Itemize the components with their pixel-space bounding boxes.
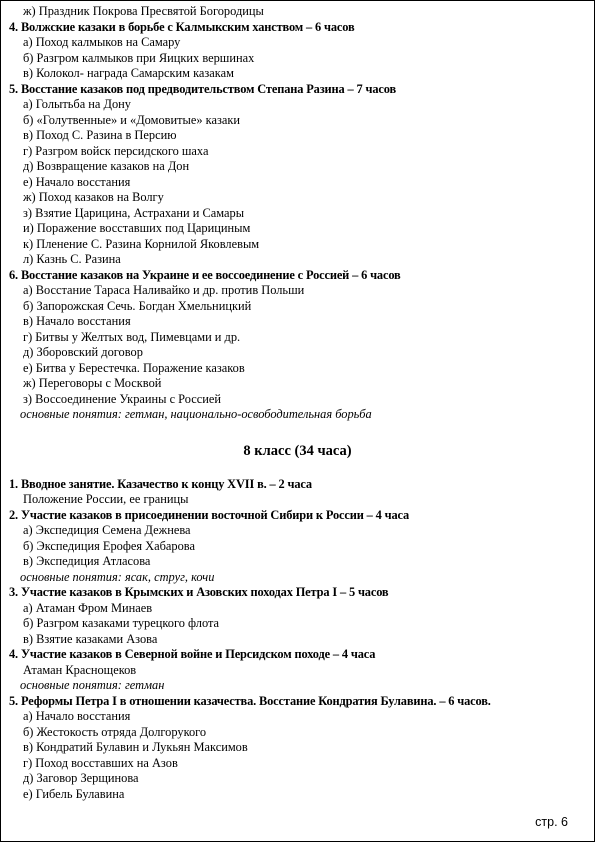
topic-heading: 3. Участие казаков в Крымских и Азовских походах Петра I – 5 часов	[9, 585, 389, 599]
topic-item: ж) Переговоры с Москвой	[23, 376, 162, 390]
topic-item: в) Экспедиция Атласова	[23, 554, 151, 568]
topic-item: а) Атаман Фром Минаев	[23, 600, 153, 615]
page-number: стр. 6	[535, 815, 568, 829]
topic-item: а) Восстание Тараса Наливайко и др. против Польши	[23, 283, 305, 297]
key-concepts: основные понятия: гетман	[20, 678, 165, 692]
topic-heading: 2. Участие казаков в присоединении восточной Сибири к России – 4 часа	[9, 507, 410, 522]
topic-heading: 1. Вводное занятие. Казачество к концу XVII в. – 2 часа	[9, 476, 312, 491]
topic-item: з) Взятие Царицина, Астрахани и Самары	[23, 205, 245, 220]
topic-item: в) Поход С. Разина в Персию	[23, 128, 177, 142]
topic-item: д) Заговор Зерщинова	[23, 771, 139, 785]
topic-heading: 4. Участие казаков в Северной войне и Персидском походе – 4 часа	[9, 647, 376, 661]
topic-item: б) Разгром казаками турецкого флота	[23, 616, 220, 630]
topic-item: Атаман Краснощеков	[23, 662, 137, 677]
document-body	[0, 4, 595, 802]
topic-item: в) Взятие казаками Азова	[23, 631, 158, 646]
topic-item: а) Экспедиция Семена Дежнева	[23, 523, 191, 537]
topic-item: е) Начало восстания	[23, 174, 131, 189]
topic-heading: 4. Волжские казаки в борьбе с Калмыкским ханством – 6 часов	[9, 19, 355, 34]
topic-heading: 5. Восстание казаков под предводительством Степана Разина – 7 часов	[9, 81, 396, 96]
topic-item: а) Начало восстания	[23, 709, 131, 723]
topic-item: г) Поход восставших на Азов	[23, 755, 178, 770]
topic-item: а) Голытьба на Дону	[23, 97, 132, 111]
topic-item: л) Казнь С. Разина	[23, 252, 121, 266]
topic-item: б) Экспедиция Ерофея Хабарова	[23, 538, 195, 553]
topic-item: б) Жестокость отряда Долгорукого	[23, 724, 207, 739]
topic-item: г) Разгром войск персидского шаха	[23, 143, 209, 158]
topic-item: е) Гибель Булавина	[23, 786, 125, 801]
topic-item: д) Зборовский договор	[23, 345, 143, 359]
section-7th-grade-continued	[0, 4, 595, 423]
topic-item: е) Битва у Берестечка. Поражение казаков	[23, 360, 245, 375]
topic-item: б) «Голутвенные» и «Домовитые» казаки	[23, 112, 241, 127]
topic-item: в) Начало восстания	[23, 314, 131, 328]
grade-heading: 8 класс (34 часа)	[243, 442, 352, 459]
topic-item: б) Запорожская Сечь. Богдан Хмельницкий	[23, 298, 252, 313]
topic-item: д) Возвращение казаков на Дон	[23, 159, 190, 173]
topic-item: в) Колокол- награда Самарским казакам	[23, 66, 234, 80]
topic-item: к) Пленение С. Разина Корнилой Яковлевым	[23, 236, 260, 251]
section-8th-grade	[0, 477, 595, 803]
topic-item: и) Поражение восставших под Царициным	[23, 221, 251, 235]
topic-item: в) Кондратий Булавин и Лукьян Максимов	[23, 740, 248, 754]
topic-item: ж) Поход казаков на Волгу	[23, 190, 164, 204]
key-concepts: основные понятия: гетман, национально-освободительная борьба	[20, 407, 372, 421]
topic-item: б) Разгром калмыков при Яицких вершинах	[23, 50, 255, 65]
topic-heading: 5. Реформы Петра I в отношении казачества. Восстание Кондратия Булавина. – 6 часов.	[9, 693, 491, 708]
topic-item: з) Воссоединение Украины с Россией	[23, 391, 222, 406]
topic-item: Положение России, ее границы	[23, 492, 189, 506]
key-concepts: основные понятия: ясак, струг, кочи	[20, 569, 215, 584]
topic-item: а) Поход калмыков на Самару	[23, 35, 181, 49]
topic-heading: 6. Восстание казаков на Украине и ее воссоединение с Россией – 6 часов	[9, 267, 401, 282]
topic-item: ж) Праздник Покрова Пресвятой Богородицы	[23, 4, 264, 18]
topic-item: г) Битвы у Желтых вод, Пимевцами и др.	[23, 329, 241, 344]
